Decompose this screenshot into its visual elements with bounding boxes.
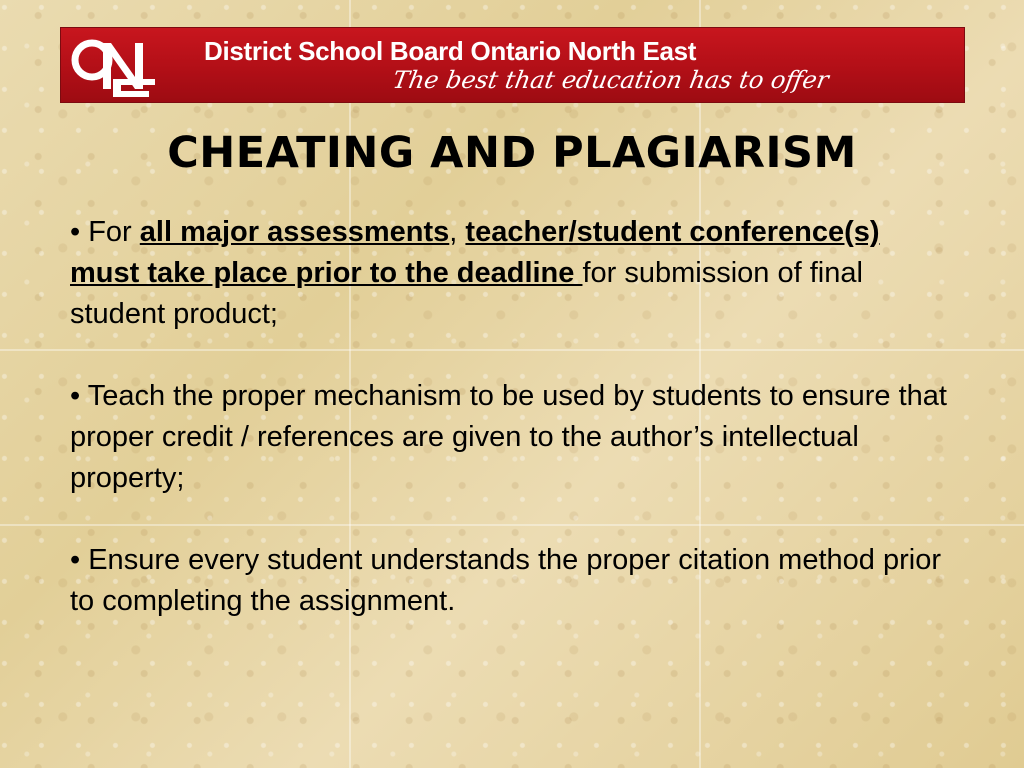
bullet-item <box>70 212 955 335</box>
header-banner <box>60 27 965 103</box>
bullet-text: Teach the proper mechanism to be used by students to ensure that proper credit / references are given to the author’s intellectual property; <box>70 380 947 494</box>
bullet-suffix: for submission of final student product; <box>70 257 863 330</box>
organization-name: District School Board Ontario North East <box>204 36 697 66</box>
bullet-marker: • <box>70 544 81 576</box>
bullet-item <box>70 376 955 499</box>
bullet-separator: , <box>449 216 466 248</box>
bullet-list <box>70 212 955 663</box>
bullet-text: Ensure every student understands the proper citation method prior to completing the assignment. <box>70 544 941 617</box>
bullet-marker: • <box>70 380 81 412</box>
bullet-emphasis: teacher/student conference(s) must take place prior to the deadline <box>70 216 880 289</box>
slide-title: CHEATING AND PLAGIARISM <box>167 128 857 178</box>
one-logo-icon <box>69 33 155 99</box>
bullet-marker: • <box>70 216 81 248</box>
organization-tagline: The best that education has to offer <box>390 66 831 94</box>
bullet-prefix: For <box>88 216 140 248</box>
bullet-item <box>70 540 955 622</box>
bullet-emphasis: all major assessments <box>139 216 450 248</box>
